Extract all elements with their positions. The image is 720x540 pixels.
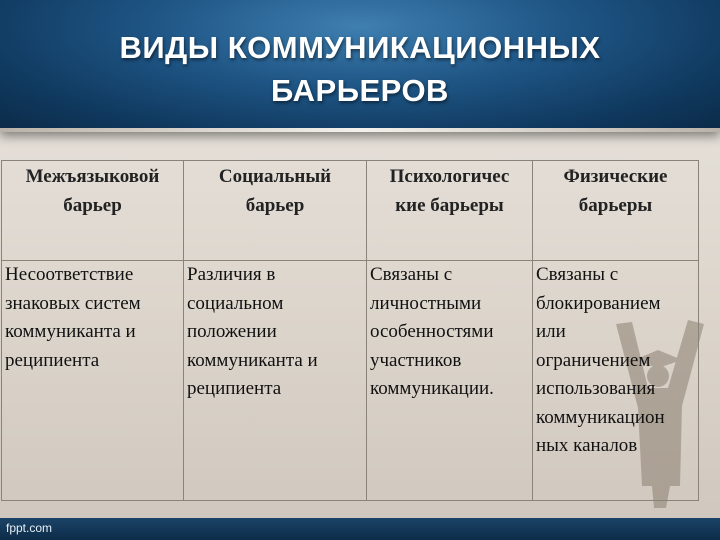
cell-line: социальном	[187, 292, 284, 314]
cell-interlingual	[2, 261, 184, 501]
header-line: барьер	[63, 194, 122, 216]
header-line: кие барьеры	[395, 194, 504, 216]
title-line-2: БАРЬЕРОВ	[271, 73, 449, 108]
barriers-table	[1, 160, 699, 501]
cell-line: Несоответствие	[5, 264, 134, 285]
slide-title	[60, 26, 660, 112]
cell-line: коммуниканта и	[187, 349, 318, 371]
cell-line: блокированием	[536, 292, 661, 314]
header-interlingual	[2, 161, 184, 261]
footer-bar	[0, 518, 720, 540]
cell-line: особенностями	[370, 321, 494, 342]
cell-line: участников	[370, 349, 462, 371]
cell-social	[184, 261, 367, 501]
cell-line: реципиента	[187, 378, 282, 399]
header-physical	[533, 161, 699, 261]
header-line: Психологичес	[389, 166, 510, 187]
table-header-row	[2, 161, 699, 261]
title-banner	[0, 0, 720, 132]
header-line: барьеры	[578, 194, 653, 216]
cell-line: положении	[187, 321, 277, 342]
cell-line: коммуниканта и	[5, 321, 136, 342]
cell-physical	[533, 261, 699, 501]
cell-line: использования	[536, 378, 656, 399]
cell-line: или	[536, 321, 566, 342]
header-psychological	[367, 161, 533, 261]
cell-line: знаковых систем	[5, 292, 141, 314]
title-line-1: ВИДЫ КОММУНИКАЦИОННЫХ	[119, 30, 601, 65]
cell-line: личностными	[370, 292, 482, 314]
cell-line: ных каналов	[536, 435, 638, 456]
header-line: Физические	[563, 166, 668, 187]
header-line: Межъязыковой	[25, 166, 160, 187]
cell-line: коммуникации.	[370, 378, 494, 399]
header-line: Социальный	[218, 166, 332, 187]
cell-line: реципиента	[5, 349, 100, 371]
header-line: барьер	[245, 194, 305, 216]
header-social	[184, 161, 367, 261]
table-row	[2, 261, 699, 501]
cell-psychological	[367, 261, 533, 501]
cell-line: коммуникацион	[536, 406, 665, 428]
footer-credit: fppt.com	[6, 521, 53, 535]
cell-line: Связаны с	[536, 264, 619, 285]
cell-line: Связаны с	[370, 264, 453, 285]
cell-line: Различия в	[187, 264, 276, 285]
cell-line: ограничением	[536, 349, 651, 371]
